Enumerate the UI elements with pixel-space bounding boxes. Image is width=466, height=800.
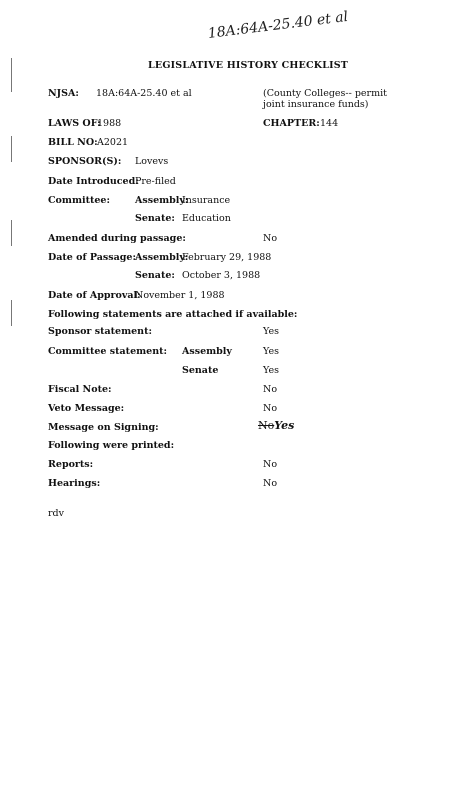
margin-mark-3 xyxy=(11,220,12,246)
veto-message-label: Veto Message: xyxy=(48,403,125,414)
hearings-value: No xyxy=(263,478,278,489)
committee-senate-label: Senate: xyxy=(135,213,175,224)
sponsors-label: SPONSOR(S): xyxy=(48,156,122,167)
amended-label: Amended during passage: xyxy=(48,233,186,244)
chapter-value: 144 xyxy=(320,118,339,129)
message-on-signing-label: Message on Signing: xyxy=(48,422,159,433)
margin-mark-1 xyxy=(11,58,12,92)
message-on-signing-value xyxy=(258,419,294,432)
date-introduced-value: Pre-filed xyxy=(135,176,176,187)
committee-senate-value: Education xyxy=(182,213,231,224)
sponsor-statement-value: Yes xyxy=(263,326,279,337)
committee-assembly-value: Insurance xyxy=(182,195,231,206)
njsa-label: NJSA: xyxy=(48,88,79,99)
committee-assembly-label: Assembly: xyxy=(135,195,189,206)
laws-of-value: 1988 xyxy=(97,118,122,129)
date-introduced-label: Date Introduced: xyxy=(48,176,139,187)
printed-header: Following were printed: xyxy=(48,440,175,451)
chapter-label: CHAPTER: xyxy=(263,118,320,129)
page-title: LEGISLATIVE HISTORY CHECKLIST xyxy=(148,60,349,71)
margin-mark-4 xyxy=(11,300,12,326)
committee-statement-assembly-label: Assembly xyxy=(182,346,232,357)
struck-value: No xyxy=(258,419,275,432)
date-of-approval-label: Date of Approval: xyxy=(48,290,141,301)
laws-of-label: LAWS OF: xyxy=(48,118,101,129)
committee-statement-assembly-value: Yes xyxy=(263,346,279,357)
committee-statement-senate-value: Yes xyxy=(263,365,279,376)
passage-senate-label: Senate: xyxy=(135,270,175,281)
veto-message-value: No xyxy=(263,403,278,414)
sponsors-value: Lovevs xyxy=(135,156,169,167)
committee-label: Committee: xyxy=(48,195,110,206)
njsa-value: 18A:64A-25.40 et al xyxy=(96,88,192,99)
bill-no-value: A2021 xyxy=(97,137,129,148)
passage-assembly-value: February 29, 1988 xyxy=(182,252,272,263)
reports-value: No xyxy=(263,459,278,470)
passage-assembly-label: Assembly: xyxy=(135,252,189,263)
committee-statement-senate-label: Senate xyxy=(182,365,219,376)
bill-no-label: BILL NO: xyxy=(48,137,98,148)
margin-mark-2 xyxy=(11,136,12,162)
fiscal-note-value: No xyxy=(263,384,278,395)
njsa-description: (County Colleges-- permit joint insurance funds) xyxy=(263,88,387,110)
statements-header: Following statements are attached if available: xyxy=(48,309,298,320)
hearings-label: Hearings: xyxy=(48,478,101,489)
handwritten-note: 18A:64A-25.40 et al xyxy=(207,8,349,42)
date-of-approval-value: November 1, 1988 xyxy=(135,290,225,301)
fiscal-note-label: Fiscal Note: xyxy=(48,384,112,395)
date-of-passage-label: Date of Passage: xyxy=(48,252,136,263)
reports-label: Reports: xyxy=(48,459,94,470)
initials: rdv xyxy=(48,508,64,519)
amended-value: No xyxy=(263,233,278,244)
passage-senate-value: October 3, 1988 xyxy=(182,270,261,281)
sponsor-statement-label: Sponsor statement: xyxy=(48,326,152,337)
handwritten-value: Yes xyxy=(274,419,295,432)
committee-statement-label: Committee statement: xyxy=(48,346,168,357)
